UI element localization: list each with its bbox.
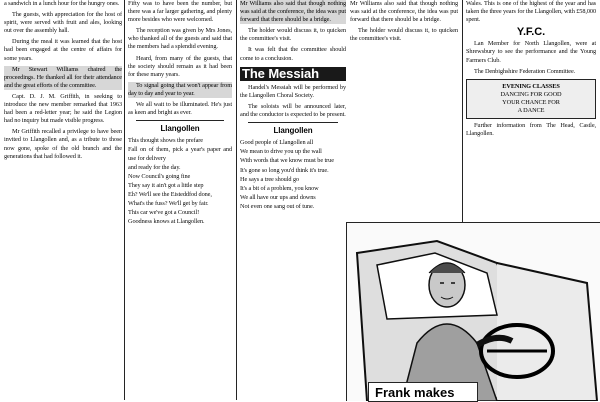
verse-line: Now Council's going fine bbox=[128, 172, 191, 180]
ad-line: YOUR CHANCE FOR bbox=[502, 98, 560, 106]
col3b-paragraph: The holder would discuss it, to quicken the committee's visit. bbox=[350, 27, 458, 43]
column-divider bbox=[124, 0, 125, 400]
photo-illustration bbox=[347, 223, 600, 401]
verse-title: Llangollen bbox=[273, 126, 313, 136]
verse-line: Fall on of them, pick a year's paper and use for delivery bbox=[128, 146, 232, 162]
ad-line: DANCING FOR GOOD bbox=[500, 90, 562, 98]
col1-paragraph: a sandwich in a lunch hour for the hungry ones. bbox=[4, 0, 120, 7]
section-divider bbox=[248, 122, 338, 123]
col4-paragraph: Lan Member for North Llangollen, were at Shrewsbury to see the performance and the Young Farmers Club. bbox=[466, 40, 596, 64]
yfc-heading: Y.F.C. bbox=[516, 26, 546, 39]
col1-paragraph: The guests, with appreciation for the host of spirit, were served with fruit and ales, looking out over the assembly hall. bbox=[4, 11, 122, 35]
column-divider bbox=[236, 0, 237, 400]
photo-man-in-car bbox=[346, 222, 600, 401]
col4-paragraph: Wales. This is one of the highest of the year and has taken the three years for the Llangollen, with £58,000 spent. bbox=[466, 0, 596, 24]
column-4 bbox=[466, 0, 596, 222]
col4-paragraph: Further information from The Head, Castle, Llangollen. bbox=[466, 122, 596, 138]
col2-verse bbox=[128, 137, 232, 226]
col1-paragraph: Mr Griffith recalled a privilege to have been invited to Llangollen and, as a tribute to those now gone, spoke of the old branch and the generations that had followed it. bbox=[4, 128, 122, 160]
evening-classes-ad bbox=[466, 79, 596, 119]
col4-paragraph: The Denbighshire Federation Committee. bbox=[474, 67, 576, 75]
col1-paragraph: Mr Stewart Williams chaired the proceedings. He thanked all for their attendance and the great efforts of the committee. bbox=[4, 65, 122, 89]
col3b-paragraph: Mr Williams also said that though nothing was said at the conference, the idea was put forward that there should be a bridge. bbox=[350, 0, 458, 24]
col2-paragraph: To signal going that won't appear from day to day and year to year. bbox=[128, 81, 232, 97]
verse-line: and ready for the day. bbox=[128, 163, 181, 171]
col1-paragraph: During the meal it was learned that the host had been engaged at the centre of affairs for some years. bbox=[4, 38, 122, 62]
verse-line: Goodness knows at Llangollen. bbox=[128, 218, 205, 226]
col3-paragraph: Mr Williams also said that though nothing was said at the conference, the idea was put forward that there should be a bridge. bbox=[240, 0, 346, 24]
col3-verse bbox=[240, 139, 346, 211]
col3-paragraph: The soloists will be announced later, and the conductor is expected to be present. bbox=[240, 102, 346, 119]
col1-paragraph: Capt. D. J. M. Griffith, in seeking to introduce the new member remarked that 1963 had been a red-letter year; he said the Legion had no inquiry but made visible progress. bbox=[4, 92, 122, 125]
col3-paragraph: It was felt that the committee should come to a conclusion. bbox=[240, 46, 346, 62]
verse-line: It's a bit of a problem, you know bbox=[240, 184, 319, 192]
verse-line: Eh? We'll see the Eisteddfod done, bbox=[128, 190, 212, 198]
column-2 bbox=[128, 0, 232, 400]
verse-line: We mean to drive you up the wall bbox=[240, 148, 322, 156]
messiah-heading: The Messiah bbox=[240, 67, 346, 81]
column-divider bbox=[462, 0, 463, 222]
col2-paragraph: We all wait to be illuminated. He's just as keen and bright as ever. bbox=[128, 101, 232, 117]
verse-title: Llangollen bbox=[160, 124, 200, 134]
verse-line: This car we've got a Council! bbox=[128, 209, 200, 217]
section-divider bbox=[136, 120, 224, 121]
col3-paragraph: The holder would discuss it, to quicken the committee's visit. bbox=[240, 27, 346, 43]
verse-line: They say it ain't got a little step bbox=[128, 181, 204, 189]
ad-line: EVENING CLASSES bbox=[502, 82, 560, 90]
ad-line: A DANCE bbox=[517, 107, 545, 115]
verse-line: With words that we know must be true bbox=[240, 157, 334, 165]
column-1 bbox=[4, 0, 122, 400]
verse-line: This thought shows the prefare bbox=[128, 137, 203, 145]
verse-line: What's the fuss? We'll get by fair. bbox=[128, 199, 209, 207]
col2-paragraph: The reception was given by Mrs Jones, who thanked all of the guests and said that the members had a splendid evening. bbox=[128, 27, 232, 51]
verse-line: We all have our ups and downs bbox=[240, 193, 316, 201]
verse-line: He says a tree should go bbox=[240, 175, 299, 183]
column-3 bbox=[240, 0, 346, 400]
frank-headline: Frank makes bbox=[368, 382, 478, 402]
column-3b bbox=[350, 0, 458, 222]
verse-line: Not even one sang out of tune. bbox=[240, 202, 315, 210]
col2-paragraph: Heard, from many of the guests, that the society should remain as it had been for these many years. bbox=[128, 54, 232, 78]
verse-line: Good people of Llangollen all bbox=[240, 139, 313, 147]
col2-paragraph: Fifty was to have been the number, but there was a far larger gathering, and plenty more besides who were welcomed. bbox=[128, 0, 232, 24]
verse-line: It's gone so long you'd think it's true. bbox=[240, 166, 329, 174]
col3-paragraph: Handel's Messiah will be performed by the Llangollen Choral Society. bbox=[240, 83, 346, 99]
